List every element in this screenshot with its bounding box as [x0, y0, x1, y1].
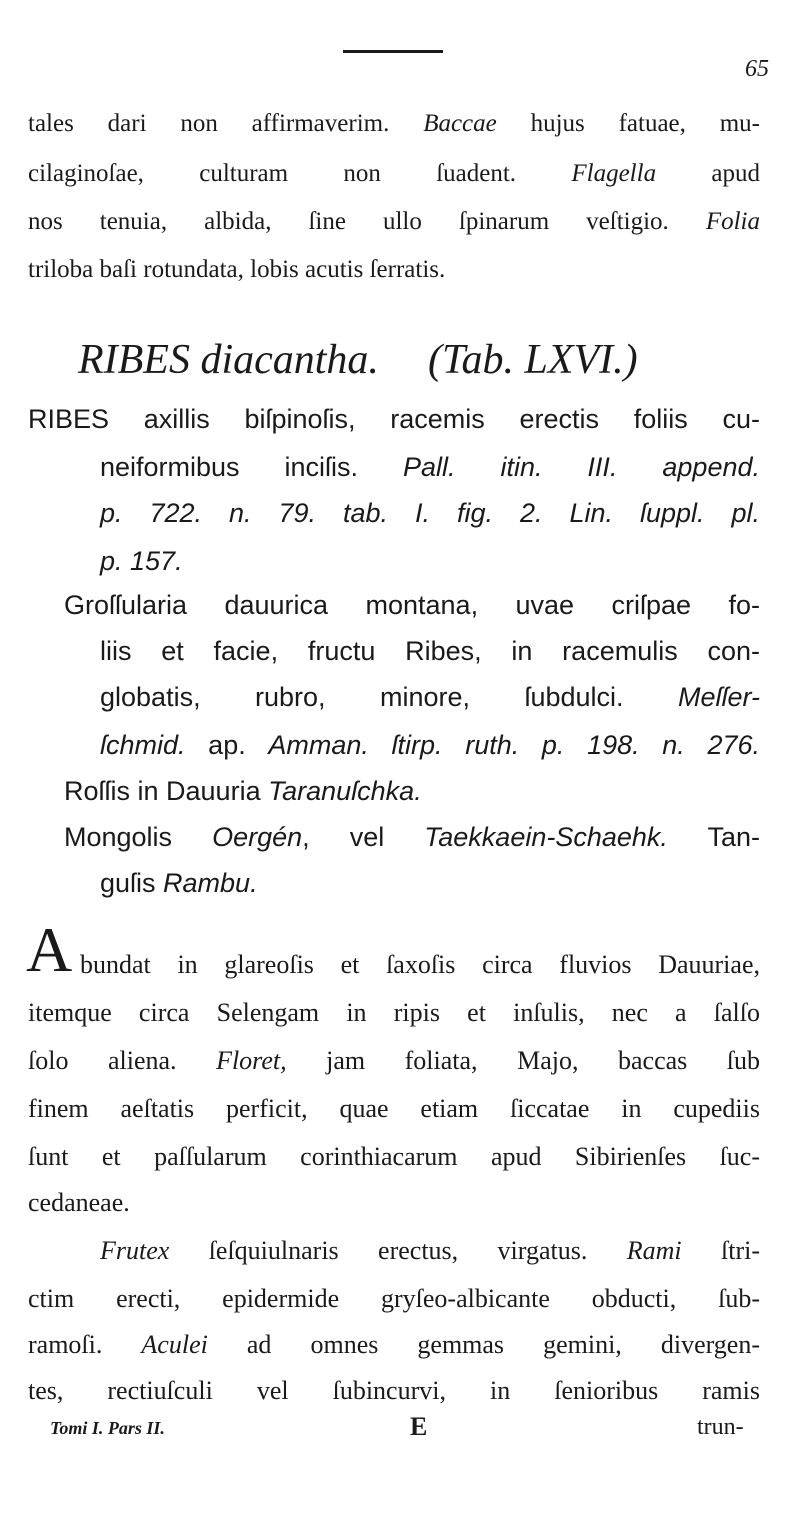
text-run: ad omnes gemmas gemini, divergen-: [207, 1330, 760, 1359]
text-line: [100, 452, 760, 483]
text-run: tes, rectiuſculi vel ſubincurvi, in ſenioribus ramis: [28, 1376, 760, 1405]
italic-run: Taekkaein-Schaehk.: [424, 822, 668, 852]
text-line: [80, 950, 760, 980]
text-run: globatis, rubro, minore, ſubdulci.: [100, 682, 678, 712]
italic-run: Pall. itin. III. append.: [402, 452, 760, 482]
text-run: ſeſquiulnaris erectus, virgatus.: [169, 1236, 627, 1265]
text-run: ramoſi.: [28, 1330, 142, 1359]
italic-run: Meſſer-: [677, 682, 760, 712]
text-run: triloba baſi rotundata, lobis acutis ſerratis.: [28, 256, 446, 283]
signature-mark: E: [410, 1412, 428, 1441]
text-run: apud: [656, 160, 760, 187]
text-line: [28, 110, 760, 138]
text-line: [100, 546, 183, 577]
text-line: [64, 590, 760, 621]
italic-run: Rami: [626, 1236, 682, 1265]
italic-run: ſchmid.: [100, 730, 186, 760]
text-line: [28, 1142, 760, 1172]
text-line: [64, 776, 422, 807]
drop-cap: A: [26, 914, 73, 985]
italic-run: Amman. ſtirp. ruth. p. 198. n. 276.: [268, 730, 760, 760]
text-line: [64, 822, 760, 853]
italic-run: Taranuſchka.: [268, 776, 422, 806]
text-run: Groſſularia dauurica montana, uvae criſpae fo-: [64, 590, 760, 620]
text-line: [100, 868, 258, 899]
text-run: liis et facie, fructu Ribes, in racemulis con-: [100, 636, 760, 666]
italic-run: Floret,: [216, 1046, 287, 1075]
text-run: cilaginoſae, culturam non ſuadent.: [28, 160, 572, 187]
text-run: ſtri-: [681, 1236, 760, 1265]
text-run: Roſſis in Dauuria: [64, 776, 269, 806]
text-line: [100, 682, 760, 713]
italic-run: Oergén: [212, 822, 303, 852]
text-run: hujus fatuae, mu-: [496, 110, 760, 137]
text-line: [28, 208, 760, 236]
text-run: tales dari non affirmaverim.: [28, 110, 424, 137]
text-run: cedaneae.: [28, 1188, 130, 1217]
text-run: bundat in glareoſis et ſaxoſis circa fluvios Dauuriae,: [80, 950, 760, 979]
text-line: [28, 1284, 760, 1314]
text-run: ſolo aliena.: [28, 1046, 217, 1075]
text-run: finem aeſtatis perficit, quae etiam ſiccatae in cupediis: [28, 1094, 760, 1123]
text-run: neiformibus inciſis.: [100, 452, 403, 482]
text-line: [28, 1376, 760, 1406]
italic-run: Aculei: [141, 1330, 208, 1359]
plate-reference: (Tab. LXVI.): [428, 337, 638, 383]
text-run: ap.: [185, 730, 269, 760]
italic-run: Folia: [705, 208, 760, 235]
text-run: ſunt et paſſularum corinthiacarum apud Sibirienſes ſuc-: [28, 1142, 760, 1171]
text-line: [100, 498, 760, 529]
catchword: trun-: [697, 1414, 744, 1440]
text-line: [28, 998, 760, 1028]
text-run: , vel: [302, 822, 425, 852]
text-line: [100, 730, 760, 761]
text-run: jam foliata, Majo, baccas ſub: [286, 1046, 761, 1075]
text-line: [28, 1330, 760, 1360]
text-line: [28, 160, 760, 188]
page-number: 65: [745, 56, 769, 82]
text-line: [100, 1236, 760, 1266]
text-line: [28, 1046, 760, 1076]
italic-run: p. 157.: [100, 546, 183, 576]
text-line: [28, 404, 760, 435]
text-run: ctim erecti, epidermide gryſeo-albicante obducti, ſub-: [28, 1284, 760, 1313]
italic-run: Flagella: [571, 160, 657, 187]
text-run: nos tenuia, albida, ſine ullo ſpinarum veſtigio.: [28, 208, 706, 235]
italic-run: Frutex: [100, 1236, 170, 1265]
italic-run: Baccae: [423, 110, 497, 137]
header-rule: [343, 50, 443, 53]
text-run: guſis: [100, 868, 164, 898]
text-run: Tan-: [667, 822, 760, 852]
text-line: [100, 636, 760, 667]
species-name: RIBES diacantha.: [78, 337, 379, 383]
text-line: [28, 1188, 130, 1218]
italic-run: p. 722. n. 79. tab. I. fig. 2. Lin. ſuppl. pl.: [100, 498, 760, 528]
text-run: Mongolis: [64, 822, 213, 852]
italic-run: Rambu.: [163, 868, 258, 898]
text-run: itemque circa Selengam in ripis et inſulis, nec a ſalſo: [28, 998, 760, 1027]
footer-left: Tomi I. Pars II.: [50, 1418, 165, 1438]
text-line: [28, 1094, 760, 1124]
text-line: [28, 256, 445, 284]
text-run: RIBES axillis biſpinoſis, racemis erectis foliis cu-: [28, 404, 760, 434]
